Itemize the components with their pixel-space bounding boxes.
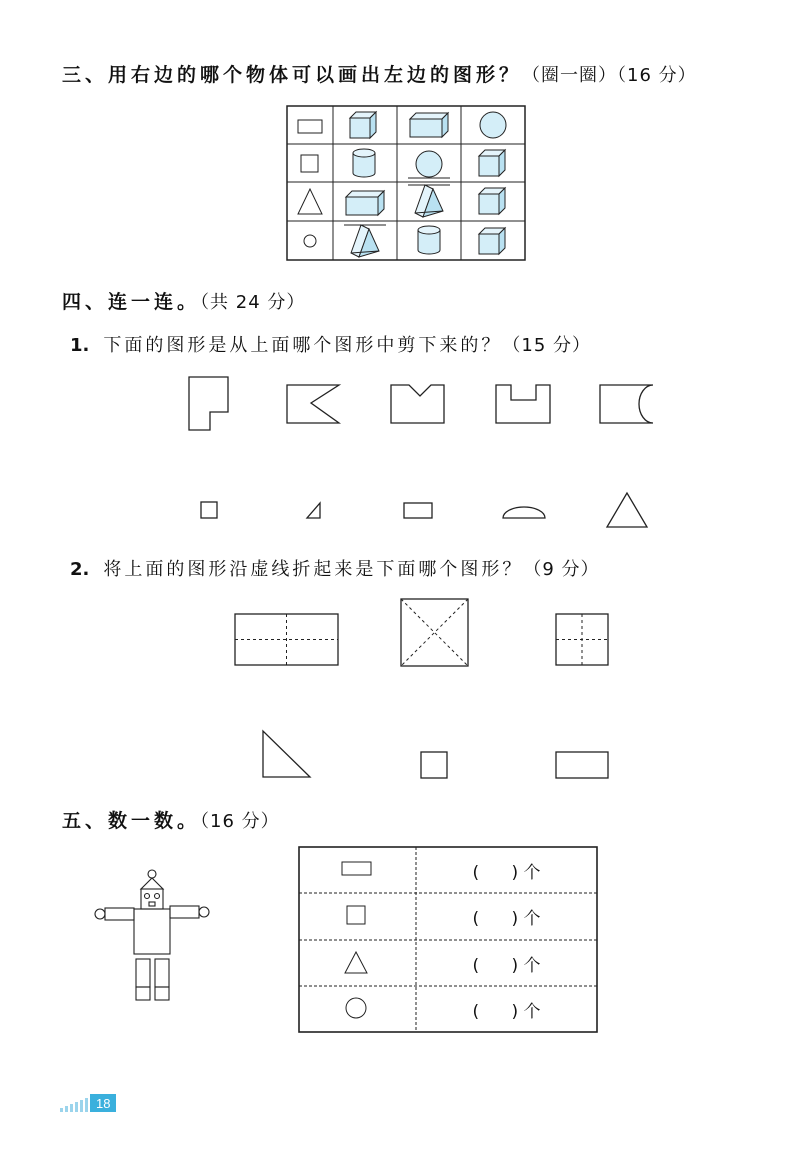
footer-bar <box>60 1108 63 1112</box>
q1-text: 下面的图形是从上面哪个图形中剪下来的？ <box>103 335 503 356</box>
q2-text: 将上面的图形沿虚线折起来是下面哪个图形？ <box>103 559 524 580</box>
count-circle-icon <box>346 998 366 1018</box>
count-rectangle-icon <box>342 862 371 875</box>
q2-number: 2. <box>70 559 90 580</box>
section5-note: （16 分） <box>200 811 280 832</box>
footer-bar <box>75 1102 78 1112</box>
section5-title: 五、数一数。 <box>62 810 201 832</box>
section4-note: （共 24 分） <box>200 292 306 313</box>
count-answer-square[interactable]: ( ) 个 <box>472 908 541 929</box>
q1-note: （15 分） <box>502 335 592 356</box>
count-triangle-icon <box>345 952 367 973</box>
q1-number: 1. <box>70 335 90 356</box>
count-square-icon <box>347 906 365 924</box>
page-footer <box>60 1094 116 1112</box>
page-number: 18 <box>90 1094 116 1112</box>
footer-bar <box>85 1098 88 1112</box>
section4-title: 四、连一连。 <box>62 291 201 313</box>
footer-bar <box>80 1100 83 1112</box>
footer-bar <box>65 1106 68 1112</box>
section3-note: （圈一圈）（16 分） <box>522 65 697 86</box>
footer-bar <box>70 1104 73 1112</box>
q2-note: （9 分） <box>523 559 600 580</box>
count-answer-triangle[interactable]: ( ) 个 <box>472 955 541 976</box>
count-answer-circle[interactable]: ( ) 个 <box>472 1001 541 1022</box>
section3-title: 三、用右边的哪个物体可以画出左边的图形？ <box>62 64 523 86</box>
count-answer-rectangle[interactable]: ( ) 个 <box>472 862 541 883</box>
